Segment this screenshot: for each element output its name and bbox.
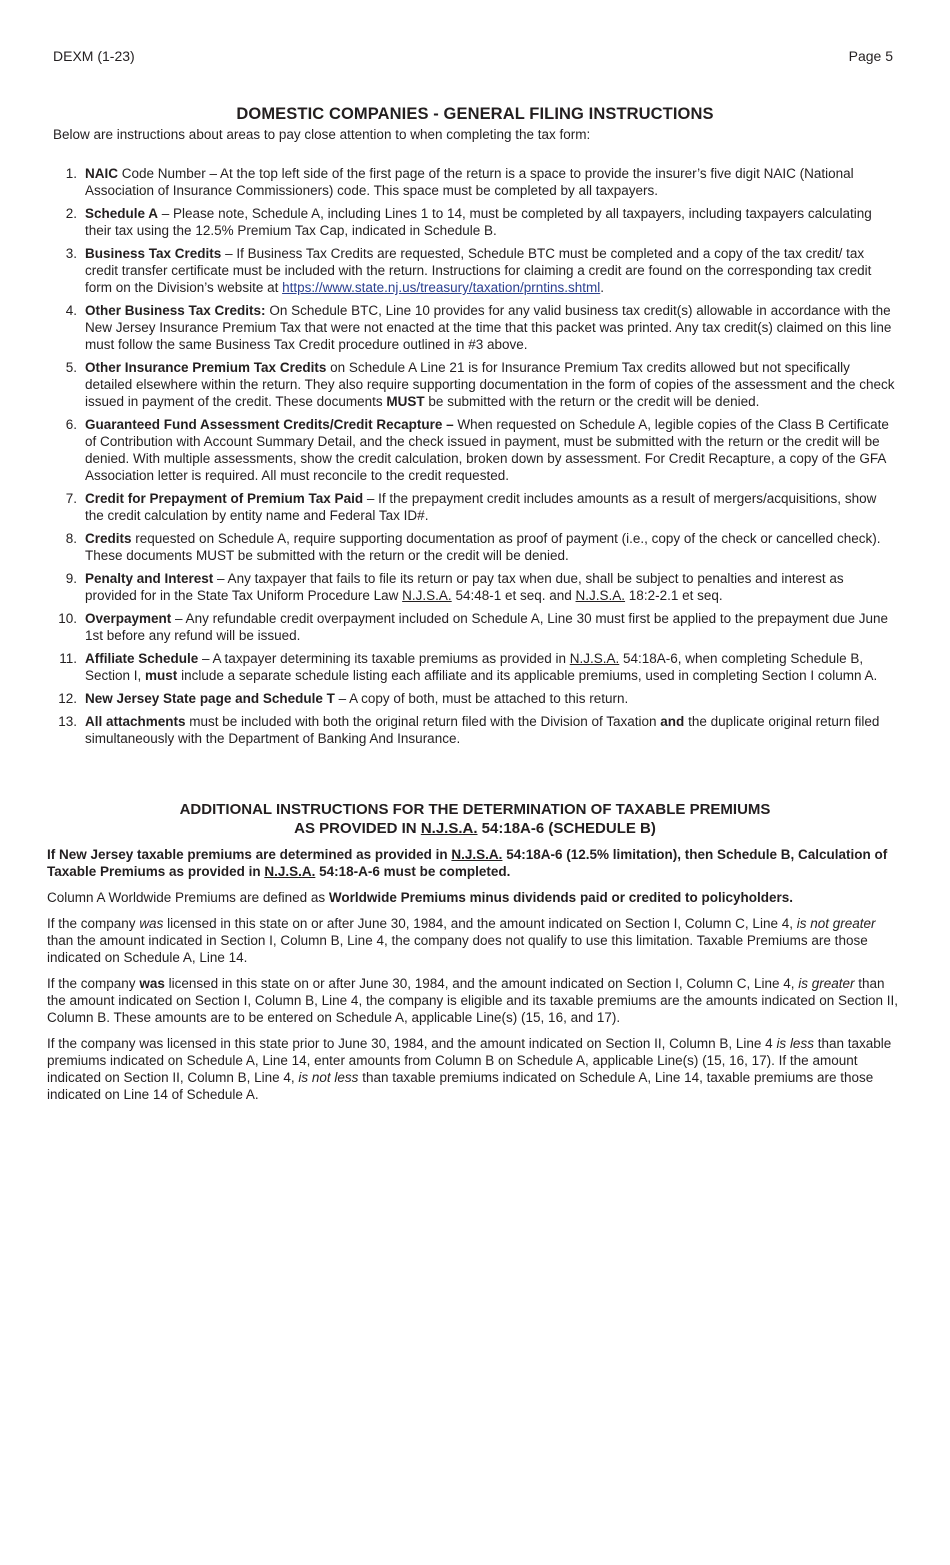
text-run: than taxable premiums indicated on Schedule A, Line 14, enter amounts from Column B on Schedule A, applicable Line(s) (15, 16, 17). If the amount indicated on Section II, Column B, Line 4,: [47, 1036, 892, 1085]
section2-title: [0, 800, 950, 838]
item-number: 12.: [58, 691, 77, 706]
text-run: All attachments: [85, 714, 186, 729]
text-run: must: [145, 668, 178, 683]
item-number: 10.: [58, 611, 77, 626]
website-link[interactable]: https://www.state.nj.us/treasury/taxation/prntins.shtml: [282, 280, 601, 295]
statute-ref: N.J.S.A.: [569, 651, 620, 666]
text-run: – A taxpayer determining its taxable premiums as provided in: [198, 651, 570, 666]
text-run: – Any refundable credit overpayment included on Schedule A, Line 30 must first be applied to the prepayment due June 1st before any refund will be issued.: [85, 611, 889, 643]
section2-paragraph: [47, 889, 905, 906]
text-run: 54:48-1 et seq. and: [451, 588, 576, 603]
text-run: Business Tax Credits: [85, 246, 222, 261]
text-run: Affiliate Schedule: [85, 651, 199, 666]
instruction-item: [53, 530, 898, 564]
text-run: was: [139, 976, 165, 991]
text-run: 54:18A-6 (SCHEDULE B): [477, 820, 656, 837]
item-text: [85, 530, 898, 564]
text-run: Guaranteed Fund Assessment Credits/Credit Recapture –: [85, 417, 454, 432]
section2-title-line2: [0, 819, 950, 838]
statute-ref: N.J.S.A.: [575, 588, 626, 603]
instruction-item: [53, 570, 898, 604]
item-number: 9.: [65, 571, 77, 586]
text-run: is not greater: [796, 916, 876, 931]
text-run: 18:2-2.1 et seq.: [625, 588, 723, 603]
section2-paragraph: [47, 1035, 905, 1103]
text-run: New Jersey State page and Schedule T: [85, 691, 335, 706]
text-run: Other Business Tax Credits:: [85, 303, 266, 318]
text-run: be submitted with the return or the credit will be denied.: [424, 394, 760, 409]
section2-title-line1: ADDITIONAL INSTRUCTIONS FOR THE DETERMINATION OF TAXABLE PREMIUMS: [179, 801, 771, 818]
item-number: 1.: [65, 166, 77, 181]
section2-paragraph: [47, 846, 905, 880]
text-run: licensed in this state on or after June 30, 1984, and the amount indicated on Section I, Column C, Line 4,: [164, 976, 799, 991]
item-text: [85, 610, 898, 644]
instruction-item: [53, 302, 898, 353]
text-run: the duplicate original return filed simultaneously with the Department of Banking And Insurance.: [85, 714, 880, 746]
item-text: [85, 245, 898, 296]
text-run: is less: [776, 1036, 814, 1051]
text-run: – If the prepayment credit includes amounts as a result of mergers/acquisitions, show the credit calculation by entity name and Federal Tax ID#.: [85, 491, 877, 523]
text-run: If the company: [47, 976, 140, 991]
instruction-item: [53, 610, 898, 644]
text-run: include a separate schedule listing each affiliate and its applicable premiums, used in completing Section I column A.: [177, 668, 878, 683]
text-run: 54:18A-6, when completing Schedule B, Section I,: [85, 651, 864, 683]
item-text: [85, 713, 898, 747]
text-run: 54:18-A-6 must be completed.: [315, 864, 511, 879]
text-run: MUST: [386, 394, 425, 409]
instruction-item: [53, 713, 898, 747]
text-run: When requested on Schedule A, legible copies of the Class B Certificate of Contribution with Account Summary Detail, and the check issued in payment, must be submitted with the return or the credit will be denied. With multiple assessments, show the credit calculation, broken down by assessment. For Credit Recapture, a copy of the GFA Association letter is required. All must reconcile to the credit requested.: [85, 417, 889, 483]
item-number: 6.: [65, 417, 77, 432]
text-run: requested on Schedule A, require supporting documentation as proof of payment (i.e., copy of the check or cancelled check). These documents MUST be submitted with the return or the credit will be denied.: [85, 531, 881, 563]
item-number: 5.: [65, 360, 77, 375]
instruction-item: [53, 359, 898, 410]
text-run: than taxable premiums indicated on Schedule A, Line 14, taxable premiums are those indicated on Line 14 of Schedule A.: [47, 1070, 874, 1102]
text-run: NAIC: [85, 166, 118, 181]
item-number: 11.: [59, 651, 77, 666]
instruction-item: [53, 416, 898, 484]
text-run: 54:18A-6 (12.5% limitation), then Schedule B, Calculation of Taxable Premiums as provided in: [47, 847, 888, 879]
text-run: is greater: [798, 976, 855, 991]
item-text: [85, 416, 898, 484]
statute-ref: N.J.S.A.: [420, 820, 478, 837]
text-run: was: [139, 916, 164, 931]
statute-ref: N.J.S.A.: [402, 588, 452, 603]
page-title: DOMESTIC COMPANIES - GENERAL FILING INSTRUCTIONS: [236, 105, 714, 123]
page-number: Page 5: [848, 48, 893, 64]
section2-paragraphs: [47, 846, 905, 1112]
instruction-item: [53, 490, 898, 524]
section2-paragraph: [47, 975, 905, 1026]
section2-paragraph: [47, 915, 905, 966]
text-run: On Schedule BTC, Line 10 provides for any valid business tax credit(s) allowable in accordance with the New Jersey Insurance Premium Tax that were not enacted at the time that this packet was printed. Any tax credit(s) claimed on this line must follow the same Business Tax Credit procedure outlined in #3 above.: [85, 303, 892, 352]
item-text: [85, 570, 898, 604]
item-text: [85, 205, 898, 239]
text-run: If the company: [47, 916, 140, 931]
text-run: Penalty and Interest: [85, 571, 214, 586]
text-run: If the company was licensed in this state prior to June 30, 1984, and the amount indicated on Section II, Column B, Line 4: [47, 1036, 777, 1051]
item-text: [85, 690, 898, 707]
item-number: 13.: [58, 714, 77, 729]
instruction-item: [53, 205, 898, 239]
intro-text: Below are instructions about areas to pay close attention to when completing the tax form:: [53, 127, 591, 142]
statute-ref: N.J.S.A.: [264, 864, 316, 879]
form-id: DEXM (1-23): [53, 48, 135, 64]
text-run: Overpayment: [85, 611, 172, 626]
item-text: [85, 490, 898, 524]
text-run: than the amount indicated in Section I, Column B, Line 4, the company does not qualify to use this limitation. Taxable Premiums are those indicated on Schedule A, Line 14.: [47, 933, 868, 965]
text-run: Worldwide Premiums minus dividends paid or credited to policyholders.: [328, 890, 793, 905]
text-run: Credits: [85, 531, 132, 546]
text-run: Column A Worldwide Premiums are defined as: [47, 890, 329, 905]
text-run: Other Insurance Premium Tax Credits: [85, 360, 327, 375]
item-text: [85, 165, 898, 199]
text-run: Code Number – At the top left side of the first page of the return is a space to provide the insurer’s five digit NAIC (National Association of Insurance Commissioners) code. This space must be completed by all taxpayers.: [85, 166, 854, 198]
text-run: AS PROVIDED IN: [294, 820, 421, 837]
item-text: [85, 302, 898, 353]
text-run: licensed in this state on or after June 30, 1984, and the amount indicated on Section I, Column C, Line 4,: [163, 916, 797, 931]
text-run: .: [600, 280, 604, 295]
text-run: Credit for Prepayment of Premium Tax Paid: [85, 491, 364, 506]
item-number: 4.: [65, 303, 77, 318]
instruction-item: [53, 165, 898, 199]
text-run: – A copy of both, must be attached to this return.: [334, 691, 629, 706]
text-run: is not less: [298, 1070, 359, 1085]
text-run: – Any taxpayer that fails to file its return or pay tax when due, shall be subject to penalties and interest as provided for in the State Tax Uniform Procedure Law: [85, 571, 844, 603]
text-run: If New Jersey taxable premiums are determined as provided in: [47, 847, 452, 862]
text-run: – If Business Tax Credits are requested, Schedule BTC must be completed and a copy of the tax credit/ tax credit transfer certificate must be included with the return. Instructions for claiming a credit are found on the corresponding tax credit form on the Division’s website at: [85, 246, 872, 295]
item-number: 3.: [65, 246, 77, 261]
instruction-list: [53, 165, 898, 753]
text-run: and: [660, 714, 685, 729]
text-run: on Schedule A Line 21 is for Insurance Premium Tax credits allowed but not specifically detailed elsewhere within the return. They also require supporting documentation in the form of copies of the assessment and the check issued in payment of the credit. These documents: [85, 360, 895, 409]
item-number: 2.: [65, 206, 77, 221]
text-run: – Please note, Schedule A, including Lines 1 to 14, must be completed by all taxpayers, including taxpayers calculating their tax using the 12.5% Premium Tax Cap, indicated in Schedule B.: [85, 206, 872, 238]
text-run: must be included with both the original return filed with the Division of Taxation: [185, 714, 661, 729]
instruction-item: [53, 690, 898, 707]
text-run: than the amount indicated on Section I, Column B, Line 4, the company is eligible and its taxable premiums are the amounts indicated on Section II, Column B. These amounts are to be entered on Schedule A, applicable Line(s) (15, 16, and 17).: [47, 976, 898, 1025]
item-number: 8.: [65, 531, 77, 546]
text-run: Schedule A: [85, 206, 159, 221]
instruction-item: [53, 650, 898, 684]
statute-ref: N.J.S.A.: [451, 847, 503, 862]
item-text: [85, 359, 898, 410]
item-number: 7.: [65, 491, 77, 506]
instruction-item: [53, 245, 898, 296]
item-text: [85, 650, 898, 684]
